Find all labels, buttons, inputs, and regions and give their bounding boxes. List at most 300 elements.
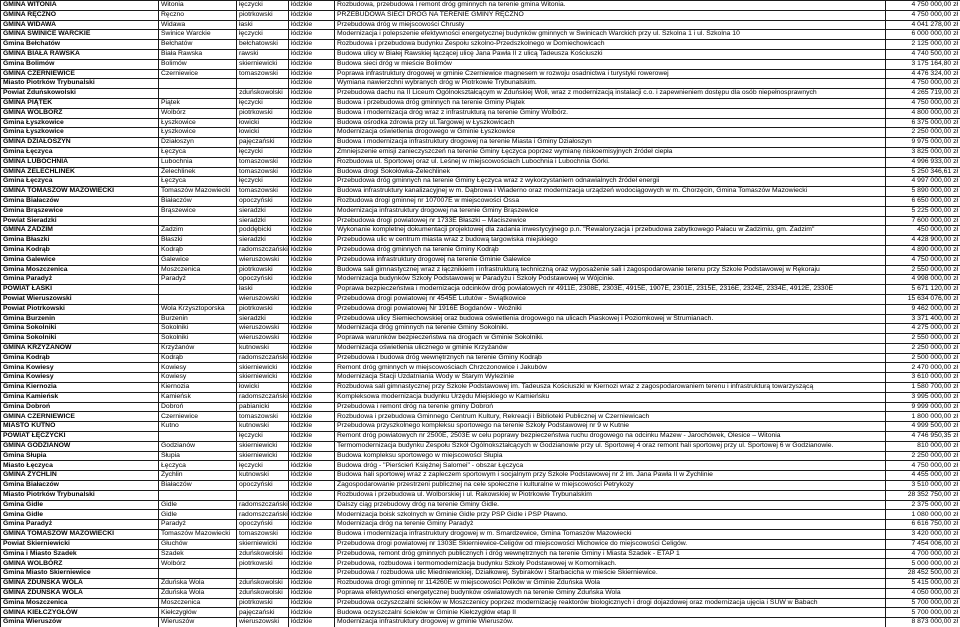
cell-applicant: GMINA KIEŁCZYGŁÓW (1, 608, 159, 618)
cell-county: tomaszowski (237, 69, 289, 79)
cell-voivodeship: łódzkie (289, 520, 335, 530)
cell-amount: 2 550 000,00 zł (886, 334, 960, 344)
table-row (1, 441, 960, 451)
cell-description: Budowa infrastruktury kanalizacyjnej w m. Dąbrowa i Wiaderno oraz modernizacja urządzeń wodociągowych w m. Chorzęcin, Gmina Tomaszów Mazowiecki (335, 187, 886, 197)
cell-applicant: Gmina Łęczyca (1, 147, 159, 157)
cell-applicant: Gmina Burzenin (1, 314, 159, 324)
cell-amount: 4 750 000,00 zł (886, 79, 960, 89)
table-row (1, 559, 960, 569)
cell-description: Rozbudowa drogi gminnej nr 107007E w miejscowości Ossa (335, 196, 886, 206)
cell-applicant: Gmina Paradyż (1, 275, 159, 285)
cell-town: Tomaszów Mazowiecki (159, 187, 237, 197)
cell-town: Kutno (159, 422, 237, 432)
cell-voivodeship: łódzkie (289, 500, 335, 510)
cell-voivodeship: łódzkie (289, 530, 335, 540)
cell-county: pajęczański (237, 138, 289, 148)
cell-town: Świnice Warckie (159, 30, 237, 40)
cell-description: Przebudowa przyszkolnego kompleksu sportowego na terenie Szkoły Podstawowej nr 9 w Kutnie (335, 422, 886, 432)
cell-amount: 4 041 278,00 zł (886, 20, 960, 30)
cell-town: Piątek (159, 98, 237, 108)
cell-description: Rozbudowa drogi gminnej nr 114260E w miejscowości Polków w Gminie Zduńska Wola (335, 579, 886, 589)
cell-voivodeship: łódzkie (289, 294, 335, 304)
cell-description: Przebudowa dachu na II Liceum Ogólnokształcącym w Zduńskiej Woli, wraz z modernizacją instalacji c.o. i zapewnieniem dostępu dla osób niepełnosprawnych (335, 89, 886, 99)
table-row (1, 451, 960, 461)
cell-description: Budowa i modernizacja dróg wraz z infrastrukturą na terenie Gminy Wolbórz. (335, 108, 886, 118)
cell-amount: 5 000 000,00 zł (886, 559, 960, 569)
cell-county: łęczycki (237, 177, 289, 187)
cell-amount: 4 998 000,00 zł (886, 275, 960, 285)
table-row (1, 549, 960, 559)
cell-amount: 4 750 000,00 zł (886, 461, 960, 471)
cell-description: Budowa dróg - "Pierścień Księżnej Salomei" - obszar Łęczyca (335, 461, 886, 471)
cell-description: Rozbudowa ul. Sportowej oraz ul. Leśnej w miejscowościach Lubochnia i Lubochnia Górki. (335, 157, 886, 167)
cell-description: Przebudowa ulic w centrum miasta wraz z budową targowiska miejskiego (335, 236, 886, 246)
cell-town: Czerniewice (159, 412, 237, 422)
cell-amount: 4 750 000,00 zł (886, 10, 960, 20)
table-row (1, 579, 960, 589)
cell-county: wieruszowski (237, 294, 289, 304)
cell-voivodeship: łódzkie (289, 226, 335, 236)
table-row (1, 412, 960, 422)
cell-applicant: Gmina Bolimów (1, 59, 159, 69)
cell-county: pajęczański (237, 608, 289, 618)
cell-description: Modernizacja budynków Szkoły Podstawowej w Paradyżu i Szkoły Podstawowej w Wójcinie. (335, 275, 886, 285)
cell-voivodeship: łódzkie (289, 588, 335, 598)
cell-voivodeship: łódzkie (289, 147, 335, 157)
cell-voivodeship: łódzkie (289, 422, 335, 432)
cell-applicant: Powiat Sieradzki (1, 216, 159, 226)
cell-description: Poprawa efektywności energetycznej budynków oświatowych na terenie Gminy Zduńska Wola (335, 588, 886, 598)
cell-amount: 3 371 400,00 zł (886, 314, 960, 324)
cell-county: sieradzki (237, 236, 289, 246)
table-row (1, 461, 960, 471)
cell-applicant: Gmina Kodrąb (1, 245, 159, 255)
cell-county: piotrkowski (237, 108, 289, 118)
cell-county: radomszczański (237, 500, 289, 510)
cell-voivodeship: łódzkie (289, 236, 335, 246)
cell-town: Paradyż (159, 520, 237, 530)
cell-town: Burzenin (159, 314, 237, 324)
cell-voivodeship: łódzkie (289, 1, 335, 11)
table-row (1, 402, 960, 412)
cell-voivodeship: łódzkie (289, 412, 335, 422)
cell-voivodeship: łódzkie (289, 167, 335, 177)
cell-voivodeship: łódzkie (289, 255, 335, 265)
cell-town: Białaczów (159, 481, 237, 491)
cell-amount: 9 462 000,00 zł (886, 304, 960, 314)
cell-description: Przebudowa, rozbudowa i termomodernizacja budynku Szkoły Podstawowej w Komornikach. (335, 559, 886, 569)
cell-amount: 5 700 000,00 zł (886, 598, 960, 608)
cell-voivodeship: łódzkie (289, 559, 335, 569)
table-row (1, 294, 960, 304)
cell-voivodeship: łódzkie (289, 108, 335, 118)
cell-amount: 6 650 000,00 zł (886, 196, 960, 206)
cell-description: Przebudowa dróg gminnych na terenie Gminy Łęczyca wraz z wykorzystaniem odnawialnych źródeł energii (335, 177, 886, 187)
cell-town: Krzyżanów (159, 343, 237, 353)
cell-applicant: Miasto Piotrków Trybunalski (1, 79, 159, 89)
cell-applicant: Powiat Skierniewicki (1, 539, 159, 549)
cell-amount: 4 700 000,00 zł (886, 549, 960, 559)
cell-description: PRZEBUDOWA SIECI DRÓG NA TERENIE GMINY RĘCZNO (335, 10, 886, 20)
cell-amount: 6 616 750,00 zł (886, 520, 960, 530)
cell-amount: 4 750 000,00 zł (886, 255, 960, 265)
cell-town: Galewice (159, 255, 237, 265)
cell-applicant: Gmina Miasto Skierniewice (1, 569, 159, 579)
cell-county: tomaszowski (237, 187, 289, 197)
cell-description: Zagospodarowanie przestrzeni publicznej na cele społeczne i kulturalne w miejscowości Petrykozy (335, 481, 886, 491)
cell-applicant: Gmina Łyszkowice (1, 128, 159, 138)
cell-town: Tomaszów Mazowiecki (159, 530, 237, 540)
cell-description: Przebudowa / rozbudowa ulic Miedniewickiej, Działkowej, Sybiraków i Starbacicha w mieście Skierniewice. (335, 569, 886, 579)
cell-description: Zmniejszenie emisji zanieczyszczeń na terenie Gminy Łęczyca poprzez wymianę niskoemisyjnych źródeł ciepła (335, 147, 886, 157)
cell-voivodeship: łódzkie (289, 265, 335, 275)
cell-description: Przebudowa dróg w miejscowości Chrusty (335, 20, 886, 30)
cell-county: zduńskowolski (237, 549, 289, 559)
cell-town: Ręczno (159, 10, 237, 20)
cell-amount: 4 997 000,00 zł (886, 177, 960, 187)
table-row (1, 118, 960, 128)
cell-applicant: Gmina Kowiesy (1, 363, 159, 373)
cell-voivodeship: łódzkie (289, 187, 335, 197)
cell-amount: 2 250 000,00 zł (886, 451, 960, 461)
cell-town: Zduńska Wola (159, 588, 237, 598)
cell-description: Poprawa infrastruktury drogowej w gminie Czerniewice magnesem w rozwoju osadnictwa i turystyki rowerowej (335, 69, 886, 79)
cell-town: Kowiesy (159, 373, 237, 383)
cell-applicant: GMINA WITONIA (1, 1, 159, 11)
cell-county: opoczyński (237, 196, 289, 206)
table-row (1, 128, 960, 138)
cell-town: Zadzim (159, 226, 237, 236)
cell-county: opoczyński (237, 520, 289, 530)
cell-applicant: Powiat Zduńskowolski (1, 89, 159, 99)
cell-description: Kompleksowa modernizacja budynku Urzędu Miejskiego w Kamieńsku (335, 392, 886, 402)
table-row (1, 510, 960, 520)
cell-amount: 1 800 000,00 zł (886, 412, 960, 422)
cell-amount: 2 250 000,00 zł (886, 343, 960, 353)
cell-town: Witonia (159, 1, 237, 11)
cell-amount: 5 890 000,00 zł (886, 187, 960, 197)
cell-applicant: Miasto Łęczyca (1, 461, 159, 471)
cell-applicant: GMINA WOLBÓRZ (1, 559, 159, 569)
cell-amount: 2 375 000,00 zł (886, 500, 960, 510)
cell-amount: 3 610 000,00 zł (886, 373, 960, 383)
cell-town: Wola Krzysztoporska (159, 304, 237, 314)
cell-voivodeship: łódzkie (289, 579, 335, 589)
cell-applicant: Gmina Moszczenica (1, 265, 159, 275)
cell-county: poddębicki (237, 226, 289, 236)
cell-voivodeship: łódzkie (289, 196, 335, 206)
cell-voivodeship: łódzkie (289, 539, 335, 549)
cell-town: Bolimów (159, 59, 237, 69)
cell-description: Termomodernizacja budynku Zespołu Szkół Ogólnokształcących w Godzianowie przy ul. Sportowej 4 oraz remont hali sportowej przy ul. Sportowej 6 w Godzianowie. (335, 441, 886, 451)
cell-applicant: GMINA ŻELECHLINEK (1, 167, 159, 177)
cell-amount: 4 265 719,00 zł (886, 89, 960, 99)
cell-town: Białaczów (159, 196, 237, 206)
cell-county: wieruszowski (237, 618, 289, 627)
cell-county: łęczycki (237, 147, 289, 157)
table-row (1, 383, 960, 393)
cell-voivodeship: łódzkie (289, 432, 335, 442)
cell-description: Budowa sieci dróg w mieście Bolimów (335, 59, 886, 69)
cell-applicant: GMINA DZIAŁOSZYN (1, 138, 159, 148)
cell-amount: 5 250 346,61 zł (886, 167, 960, 177)
cell-county: piotrkowski (237, 304, 289, 314)
cell-town: Dobroń (159, 402, 237, 412)
cell-town: Gidle (159, 510, 237, 520)
cell-county: łęczycki (237, 30, 289, 40)
cell-applicant: POWIAT ŁASKI (1, 285, 159, 295)
cell-town: Szadek (159, 549, 237, 559)
cell-county: łęczycki (237, 461, 289, 471)
cell-county: skierniewicki (237, 441, 289, 451)
cell-description: Przebudowa drogi powiatowej nr 4545E Lututów - Świątkowice (335, 294, 886, 304)
table-row (1, 206, 960, 216)
cell-county: łowicki (237, 118, 289, 128)
table-row (1, 373, 960, 383)
cell-county (237, 569, 289, 579)
cell-amount: 3 175 164,80 zł (886, 59, 960, 69)
cell-county: tomaszowski (237, 167, 289, 177)
table-row (1, 40, 960, 50)
table-row (1, 481, 960, 491)
cell-applicant: GMINA RĘCZNO (1, 10, 159, 20)
cell-voivodeship: łódzkie (289, 49, 335, 59)
cell-county: zduńskowolski (237, 579, 289, 589)
cell-voivodeship: łódzkie (289, 324, 335, 334)
cell-applicant: Gmina Białaczów (1, 481, 159, 491)
cell-voivodeship: łódzkie (289, 20, 335, 30)
cell-town: Kowiesy (159, 363, 237, 373)
table-row (1, 108, 960, 118)
cell-town: Działoszyn (159, 138, 237, 148)
cell-county: piotrkowski (237, 598, 289, 608)
cell-voivodeship: łódzkie (289, 10, 335, 20)
cell-voivodeship: łódzkie (289, 98, 335, 108)
cell-town (159, 490, 237, 500)
cell-amount: 2 550 000,00 zł (886, 265, 960, 275)
cell-county: sieradzki (237, 216, 289, 226)
cell-description: Rozbudowa i przebudowa ul. Wolborskiej i ul. Rakowskiej w Piotrkowie Trybunalskim (335, 490, 886, 500)
cell-applicant: GMINA ZADZIM (1, 226, 159, 236)
cell-voivodeship: łódzkie (289, 206, 335, 216)
cell-county: radomszczański (237, 353, 289, 363)
cell-applicant: Gmina Łęczyca (1, 177, 159, 187)
cell-amount: 450 000,00 zł (886, 226, 960, 236)
cell-county: rawski (237, 49, 289, 59)
cell-amount: 4 890 000,00 zł (886, 245, 960, 255)
cell-applicant: GMINA TOMASZÓW MAZOWIECKI (1, 530, 159, 540)
cell-amount: 2 470 000,00 zł (886, 363, 960, 373)
cell-voivodeship: łódzkie (289, 598, 335, 608)
cell-voivodeship: łódzkie (289, 510, 335, 520)
cell-description: Budowa ośrodka zdrowia przy ul.Targowej w Łyszkowicach (335, 118, 886, 128)
cell-description: Dalszy ciąg przebudowy dróg na terenie Gminy Gidle. (335, 500, 886, 510)
table-row (1, 69, 960, 79)
table-row (1, 539, 960, 549)
cell-voivodeship: łódzkie (289, 471, 335, 481)
cell-applicant: POWIAT ŁĘCZYCKI (1, 432, 159, 442)
cell-town: Słupia (159, 451, 237, 461)
cell-applicant: Gmina Białaczów (1, 196, 159, 206)
cell-amount: 5 415 000,00 zł (886, 579, 960, 589)
cell-applicant: GMINA CZERNIEWICE (1, 412, 159, 422)
cell-amount: 4 996 933,00 zł (886, 157, 960, 167)
cell-amount: 4 275 000,00 zł (886, 324, 960, 334)
cell-county: skierniewicki (237, 539, 289, 549)
cell-county: pabianicki (237, 402, 289, 412)
cell-description: Przebudowa i budowa dróg wewnętrznych na terenie Gminy Kodrąb (335, 353, 886, 363)
cell-voivodeship: łódzkie (289, 569, 335, 579)
cell-voivodeship: łódzkie (289, 245, 335, 255)
cell-county: opoczyński (237, 481, 289, 491)
table-row (1, 530, 960, 540)
cell-amount: 3 420 000,00 zł (886, 530, 960, 540)
cell-applicant: Gmina Gidle (1, 500, 159, 510)
cell-amount: 15 634 076,00 zł (886, 294, 960, 304)
table-row (1, 196, 960, 206)
cell-description: Przebudowa oczyszczalni ścieków w Moszczenicy poprzez modernizację reaktorów biologicznych i drogi dojazdowej oraz modernizacja ujęcia i SUW w Babach (335, 598, 886, 608)
cell-town: Kiełczygłów (159, 608, 237, 618)
cell-description: Rozbudowa, przebudowa i remont dróg gminnych na terenie gmina Witonia. (335, 1, 886, 11)
cell-town (159, 216, 237, 226)
cell-town: Łęczyca (159, 147, 237, 157)
cell-amount: 810 000,00 zł (886, 441, 960, 451)
table-row (1, 363, 960, 373)
cell-applicant: Gmina Dobroń (1, 402, 159, 412)
table-row (1, 608, 960, 618)
cell-description: Modernizacja dróg gminnych na terenie Gminy Sokolniki. (335, 324, 886, 334)
cell-county: opoczyński (237, 275, 289, 285)
cell-applicant: Gmina Błaszki (1, 236, 159, 246)
cell-town: Lubochnia (159, 157, 237, 167)
cell-county: łaski (237, 285, 289, 295)
cell-county: skierniewicki (237, 59, 289, 69)
cell-description: Modernizacja infrastruktury drogowej w gminie Wieruszów. (335, 618, 886, 627)
cell-description: Modernizacja i polepszenie efektywności energetycznej budynków gminnych w Świnicach Warckich przy ul. Szkolna 1 i ul. Szkolna 10 (335, 30, 886, 40)
cell-county: łowicki (237, 383, 289, 393)
table-row (1, 471, 960, 481)
cell-applicant: Gmina Galewice (1, 255, 159, 265)
cell-amount: 4 800 000,00 zł (886, 108, 960, 118)
cell-amount: 4 740 500,00 zł (886, 49, 960, 59)
cell-applicant: GMINA GODZIANÓW (1, 441, 159, 451)
table-row (1, 138, 960, 148)
cell-county: łowicki (237, 128, 289, 138)
cell-county: piotrkowski (237, 265, 289, 275)
table-row (1, 255, 960, 265)
cell-applicant: GMINA BIAŁA RAWSKA (1, 49, 159, 59)
cell-county: piotrkowski (237, 10, 289, 20)
cell-amount: 4 428 900,00 zł (886, 236, 960, 246)
cell-county (237, 490, 289, 500)
cell-county: radomszczański (237, 510, 289, 520)
cell-voivodeship: łódzkie (289, 59, 335, 69)
cell-amount: 4 750 000,00 zł (886, 1, 960, 11)
table-row (1, 588, 960, 598)
cell-town: Kiernozia (159, 383, 237, 393)
cell-county: kutnowski (237, 422, 289, 432)
cell-applicant: GMINA WIDAWA (1, 20, 159, 30)
cell-applicant: GMINA TOMASZÓW MAZOWIECKI (1, 187, 159, 197)
cell-town: Moszczenica (159, 598, 237, 608)
cell-voivodeship: łódzkie (289, 128, 335, 138)
cell-county: łęczycki (237, 1, 289, 11)
cell-applicant: MIASTO KUTNO (1, 422, 159, 432)
cell-voivodeship: łódzkie (289, 216, 335, 226)
cell-amount: 6 000 000,00 zł (886, 30, 960, 40)
cell-description: Budowa oczyszczalni ścieków w Gminie Kiełczygłów etap II (335, 608, 886, 618)
table-row (1, 167, 960, 177)
cell-applicant: Gmina i Miasto Szadek (1, 549, 159, 559)
cell-amount: 7 454 006,00 zł (886, 539, 960, 549)
cell-applicant: Gmina Kamieńsk (1, 392, 159, 402)
cell-amount: 2 125 000,00 zł (886, 40, 960, 50)
cell-applicant: GMINA CZERNIEWICE (1, 69, 159, 79)
cell-town: Kodrąb (159, 353, 237, 363)
cell-town: Wolbórz (159, 108, 237, 118)
cell-town: Brąszewice (159, 206, 237, 216)
cell-applicant: Gmina Kiernozia (1, 383, 159, 393)
cell-town: Błaszki (159, 236, 237, 246)
cell-description: Budowa i przebudowa dróg gminnych na terenie Gminy Piątek (335, 98, 886, 108)
cell-voivodeship: łódzkie (289, 275, 335, 285)
table-row (1, 89, 960, 99)
table-row (1, 49, 960, 59)
cell-town (159, 569, 237, 579)
cell-description: Rozbudowa sali gimnastycznej przy Szkole Podstawowej im. Tadeusza Kościuszki w Kiernozi wraz z zagospodarowaniem terenu i infrastrukturą towarzyszącą (335, 383, 886, 393)
cell-voivodeship: łódzkie (289, 69, 335, 79)
cell-amount: 3 995 000,00 zł (886, 392, 960, 402)
cell-applicant: Gmina Słupia (1, 451, 159, 461)
cell-county: skierniewicki (237, 363, 289, 373)
cell-description: Modernizacja boisk szkolnych w Gminie Gidle przy PSP Gidle i PSP Pławno. (335, 510, 886, 520)
cell-town: Moszczenica (159, 265, 237, 275)
cell-town: Zduńska Wola (159, 579, 237, 589)
cell-voivodeship: łódzkie (289, 343, 335, 353)
cell-description: Wykonanie kompletnej dokumentacji projektowej dla zadania inwestycyjnego p.n. "Rewaloryzacja i przebudowa zabytkowego Pałacu w Zadzimiu, gm. Zadzim" (335, 226, 886, 236)
table-row (1, 79, 960, 89)
cell-county: zduńskowolski (237, 89, 289, 99)
cell-applicant: Miasto Piotrków Trybunalski (1, 490, 159, 500)
cell-voivodeship: łódzkie (289, 30, 335, 40)
cell-applicant: GMINA ŚWINICE WARCKIE (1, 30, 159, 40)
cell-county: sieradzki (237, 206, 289, 216)
cell-town: Łyszkowice (159, 118, 237, 128)
cell-town: Godzianów (159, 441, 237, 451)
cell-amount: 6 375 000,00 zł (886, 118, 960, 128)
cell-voivodeship: łódzkie (289, 481, 335, 491)
cell-voivodeship: łódzkie (289, 461, 335, 471)
cell-county: kutnowski (237, 343, 289, 353)
cell-voivodeship: łódzkie (289, 353, 335, 363)
cell-county: wieruszowski (237, 334, 289, 344)
cell-voivodeship: łódzkie (289, 334, 335, 344)
cell-amount: 28 452 500,00 zł (886, 569, 960, 579)
cell-town: Żychlin (159, 471, 237, 481)
cell-applicant: GMINA ZDUŃSKA WOLA (1, 588, 159, 598)
cell-description: Poprawa bezpieczeństwa i modernizacja odcinków dróg powiatowych nr 4911E, 2308E, 2303E, 4915E, 1907E, 2301E, 2315E, 2316E, 2324E, 2334E, 4912E, 2330E (335, 285, 886, 295)
cell-applicant: Gmina Paradyż (1, 520, 159, 530)
cell-county: tomaszowski (237, 530, 289, 540)
cell-voivodeship: łódzkie (289, 314, 335, 324)
table-row (1, 157, 960, 167)
cell-voivodeship: łódzkie (289, 608, 335, 618)
table-row (1, 285, 960, 295)
table-row (1, 30, 960, 40)
table-row (1, 265, 960, 275)
cell-applicant: Gmina Kodrąb (1, 353, 159, 363)
cell-amount: 9 975 000,00 zł (886, 138, 960, 148)
